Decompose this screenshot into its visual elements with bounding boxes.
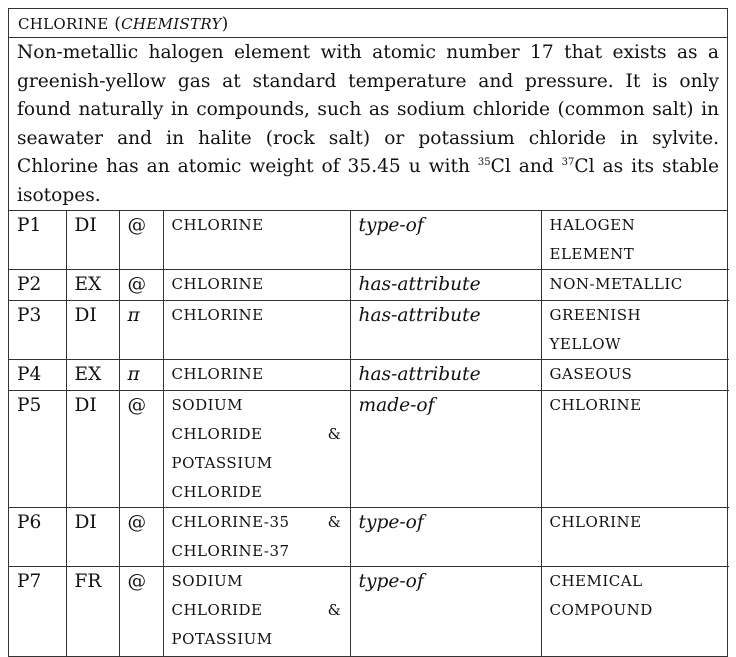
entry-title [9, 9, 727, 38]
table-row [9, 301, 729, 360]
isotope-1-symbol: Cl [490, 156, 511, 178]
prop-mark: @ [119, 567, 163, 656]
isotope-1-mass: 35 [477, 157, 491, 169]
prop-subject [163, 391, 350, 508]
prop-id: P1 [9, 211, 66, 270]
prop-object [541, 508, 729, 567]
prop-id: P3 [9, 301, 66, 360]
subject-line: CHLORINE [171, 306, 264, 324]
prop-relation: made-of [350, 391, 541, 508]
prop-subject [163, 508, 350, 567]
object-line: GREENISH [549, 306, 642, 324]
subject-line: CHLORIDE [171, 483, 263, 501]
subject-line: POTASSIUM [171, 630, 273, 648]
prop-type: FR [66, 567, 119, 656]
prop-id: P2 [9, 270, 66, 301]
subject-line-with-amp [172, 508, 342, 537]
prop-subject [163, 567, 350, 656]
prop-relation: has-attribute [350, 360, 541, 391]
subject-line: CHLORINE [171, 275, 264, 293]
prop-object [541, 567, 729, 656]
open-paren: ( [108, 14, 122, 34]
subject-line: SODIUM [171, 396, 244, 414]
prop-mark: @ [119, 211, 163, 270]
prop-type: EX [66, 270, 119, 301]
entry-definition [9, 38, 727, 211]
object-line: COMPOUND [549, 601, 653, 619]
definition-text-1: Non-metallic halogen element with atomic number 17 that exists as a greenish-yellow gas at standard temperature and pressure. It is only found naturally in compounds, such as sodium chloride (common salt) in seawater and in halite (rock salt) or potassium chloride in sylvite. Chlorine has an atomic weight of 35.45 u with [17, 42, 719, 178]
subject-line: CHLORINE [171, 365, 264, 383]
ampersand: & [327, 601, 342, 619]
prop-object [541, 360, 729, 391]
prop-id: P7 [9, 567, 66, 656]
definition-text-2: as its stable isotopes. [17, 156, 719, 206]
ampersand: & [327, 513, 342, 531]
prop-mark: @ [119, 270, 163, 301]
subject-line-with-amp [172, 596, 342, 625]
entry-domain: CHEMISTRY [121, 15, 222, 33]
subject-line: CHLORINE [171, 216, 264, 234]
prop-mark: @ [119, 391, 163, 508]
prop-object [541, 391, 729, 508]
glossary-entry [8, 8, 728, 657]
prop-id: P4 [9, 360, 66, 391]
prop-mark: @ [119, 508, 163, 567]
table-row [9, 360, 729, 391]
prop-subject [163, 301, 350, 360]
prop-type: DI [66, 508, 119, 567]
prop-object [541, 301, 729, 360]
prop-id: P5 [9, 391, 66, 508]
close-paren: ) [221, 14, 229, 34]
subject-line: POTASSIUM [171, 454, 273, 472]
ampersand: & [327, 425, 342, 443]
prop-relation: has-attribute [350, 301, 541, 360]
object-line: CHLORINE [549, 513, 642, 531]
isotope-2-mass: 37 [561, 157, 575, 169]
table-row [9, 567, 729, 656]
subject-line: CHLORIDE [171, 601, 263, 619]
prop-mark: π [119, 360, 163, 391]
prop-relation: has-attribute [350, 270, 541, 301]
prop-relation: type-of [350, 508, 541, 567]
subject-line: CHLORINE-35 [171, 513, 290, 531]
table-row [9, 391, 729, 508]
prop-type: DI [66, 211, 119, 270]
object-line: HALOGEN [549, 216, 636, 234]
prop-type: EX [66, 360, 119, 391]
table-row [9, 211, 729, 270]
subject-line: SODIUM [171, 572, 244, 590]
object-line: ELEMENT [549, 245, 635, 263]
entry-term: CHLORINE [18, 15, 109, 33]
object-line: YELLOW [549, 335, 621, 353]
subject-line-with-amp [172, 420, 342, 449]
object-line: NON-METALLIC [549, 275, 683, 293]
object-line: CHLORINE [549, 396, 642, 414]
prop-subject [163, 211, 350, 270]
prop-type: DI [66, 391, 119, 508]
table-row [9, 270, 729, 301]
object-line: GASEOUS [549, 365, 633, 383]
prop-subject [163, 360, 350, 391]
prop-mark: π [119, 301, 163, 360]
prop-subject [163, 270, 350, 301]
object-line: CHEMICAL [549, 572, 643, 590]
prop-relation: type-of [350, 211, 541, 270]
subject-line: CHLORINE-37 [171, 542, 290, 560]
prop-object [541, 270, 729, 301]
prop-id: P6 [9, 508, 66, 567]
prop-object [541, 211, 729, 270]
table-row [9, 508, 729, 567]
definition-and: and [510, 156, 562, 178]
prop-relation: type-of [350, 567, 541, 656]
subject-line: CHLORIDE [171, 425, 263, 443]
isotope-2-symbol: Cl [574, 156, 595, 178]
prop-type: DI [66, 301, 119, 360]
proposition-table [9, 211, 729, 656]
